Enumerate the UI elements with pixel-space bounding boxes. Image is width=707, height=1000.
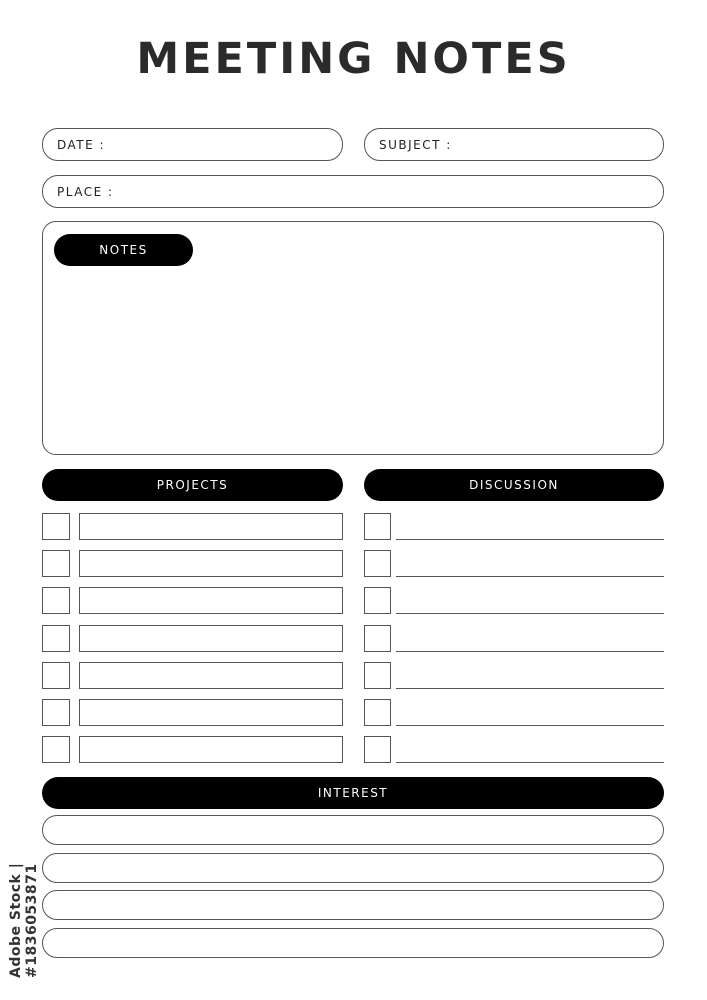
discussion-checkbox[interactable] [364,550,391,577]
project-entry-field[interactable] [79,662,343,689]
discussion-checkbox[interactable] [364,699,391,726]
date-field[interactable] [42,128,343,161]
discussion-header: DISCUSSION [364,469,664,501]
interest-entry-field[interactable] [42,890,664,920]
project-checkbox[interactable] [42,550,70,577]
discussion-entry-line[interactable] [396,576,664,577]
project-checkbox[interactable] [42,513,70,540]
project-entry-field[interactable] [79,513,343,540]
discussion-checkbox[interactable] [364,662,391,689]
place-label: PLACE : [57,184,114,199]
project-checkbox[interactable] [42,736,70,763]
discussion-entry-line[interactable] [396,725,664,726]
interest-header: INTEREST [42,777,664,809]
project-entry-field[interactable] [79,587,343,614]
project-entry-field[interactable] [79,736,343,763]
date-label: DATE : [57,137,106,152]
discussion-checkbox[interactable] [364,736,391,763]
discussion-entry-line[interactable] [396,613,664,614]
project-entry-field[interactable] [79,550,343,577]
project-checkbox[interactable] [42,662,70,689]
notes-header: NOTES [54,234,193,266]
project-checkbox[interactable] [42,625,70,652]
project-checkbox[interactable] [42,587,70,614]
discussion-entry-line[interactable] [396,688,664,689]
page-title: MEETING NOTES [136,34,571,84]
project-entry-field[interactable] [79,625,343,652]
project-checkbox[interactable] [42,699,70,726]
discussion-entry-line[interactable] [396,651,664,652]
interest-entry-field[interactable] [42,815,664,845]
discussion-entry-line[interactable] [396,539,664,540]
projects-header: PROJECTS [42,469,343,501]
place-field[interactable] [42,175,664,208]
subject-label: SUBJECT : [379,137,452,152]
stock-watermark: Adobe Stock | #1836053871 [8,862,40,978]
discussion-checkbox[interactable] [364,513,391,540]
discussion-entry-line[interactable] [396,762,664,763]
discussion-checkbox[interactable] [364,587,391,614]
discussion-checkbox[interactable] [364,625,391,652]
interest-entry-field[interactable] [42,928,664,958]
interest-entry-field[interactable] [42,853,664,883]
subject-field[interactable] [364,128,664,161]
project-entry-field[interactable] [79,699,343,726]
